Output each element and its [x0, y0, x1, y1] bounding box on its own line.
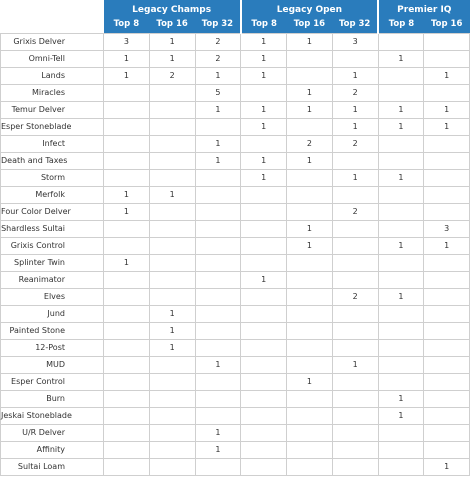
table-row — [1, 220, 470, 237]
count-cell — [149, 424, 195, 441]
count-cell — [287, 339, 333, 356]
count-cell — [241, 84, 287, 101]
count-cell — [149, 118, 195, 135]
count-cell: 3 — [104, 33, 150, 50]
table-row — [1, 101, 470, 118]
count-cell: 1 — [424, 101, 470, 118]
count-cell: 1 — [287, 84, 333, 101]
count-cell — [424, 322, 470, 339]
count-cell — [104, 407, 150, 424]
count-cell — [149, 220, 195, 237]
count-cell: 1 — [424, 67, 470, 84]
count-cell: 1 — [104, 50, 150, 67]
table-row — [1, 169, 470, 186]
count-cell: 1 — [332, 101, 378, 118]
count-cell — [104, 220, 150, 237]
count-cell — [287, 118, 333, 135]
count-cell — [378, 152, 424, 169]
count-cell — [149, 135, 195, 152]
table-row — [1, 203, 470, 220]
count-cell — [424, 441, 470, 458]
count-cell — [287, 67, 333, 84]
count-cell: 1 — [149, 339, 195, 356]
subheader-top8: Top 8 — [104, 15, 150, 33]
count-cell: 1 — [332, 118, 378, 135]
count-cell: 1 — [195, 152, 241, 169]
count-cell — [424, 390, 470, 407]
count-cell — [424, 203, 470, 220]
table-row — [1, 271, 470, 288]
count-cell: 1 — [287, 33, 333, 50]
count-cell — [104, 441, 150, 458]
count-cell — [378, 441, 424, 458]
deck-name-cell: Jund — [1, 305, 104, 322]
count-cell — [104, 458, 150, 475]
count-cell: 2 — [332, 135, 378, 152]
table-row — [1, 67, 470, 84]
count-cell — [378, 271, 424, 288]
count-cell — [332, 271, 378, 288]
table-row — [1, 84, 470, 101]
count-cell — [195, 220, 241, 237]
count-cell: 1 — [195, 67, 241, 84]
count-cell — [378, 220, 424, 237]
count-cell — [332, 305, 378, 322]
count-cell — [104, 101, 150, 118]
table-row — [1, 424, 470, 441]
count-cell: 1 — [332, 169, 378, 186]
count-cell — [424, 50, 470, 67]
count-cell — [378, 203, 424, 220]
count-cell: 1 — [287, 101, 333, 118]
table-row — [1, 407, 470, 424]
count-cell: 1 — [104, 254, 150, 271]
count-cell — [287, 407, 333, 424]
table-row — [1, 390, 470, 407]
deck-name-cell: Miracles — [1, 84, 104, 101]
count-cell — [424, 356, 470, 373]
subheader-top32: Top 32 — [332, 15, 378, 33]
count-cell — [195, 254, 241, 271]
count-cell — [287, 458, 333, 475]
count-cell: 2 — [149, 67, 195, 84]
count-cell — [104, 424, 150, 441]
count-cell — [149, 271, 195, 288]
count-cell: 5 — [195, 84, 241, 101]
deck-name-cell: MUD — [1, 356, 104, 373]
count-cell: 1 — [332, 356, 378, 373]
count-cell — [149, 101, 195, 118]
subheader-top32: Top 32 — [195, 15, 241, 33]
count-cell — [195, 322, 241, 339]
count-cell: 1 — [241, 67, 287, 84]
count-cell: 1 — [287, 220, 333, 237]
count-cell — [195, 203, 241, 220]
count-cell — [424, 33, 470, 50]
count-cell: 1 — [241, 118, 287, 135]
count-cell — [332, 373, 378, 390]
count-cell — [332, 220, 378, 237]
count-cell — [287, 203, 333, 220]
count-cell — [149, 152, 195, 169]
deck-name-cell: U/R Delver — [1, 424, 104, 441]
count-cell — [332, 424, 378, 441]
count-cell: 1 — [424, 458, 470, 475]
count-cell — [332, 407, 378, 424]
count-cell — [241, 203, 287, 220]
count-cell — [149, 288, 195, 305]
count-cell — [287, 305, 333, 322]
count-cell: 1 — [195, 101, 241, 118]
count-cell — [149, 441, 195, 458]
table-row — [1, 305, 470, 322]
count-cell — [241, 135, 287, 152]
count-cell — [149, 254, 195, 271]
table-row — [1, 254, 470, 271]
count-cell — [104, 84, 150, 101]
count-cell — [424, 271, 470, 288]
count-cell: 1 — [104, 186, 150, 203]
count-cell — [241, 220, 287, 237]
count-cell — [241, 288, 287, 305]
deck-name-cell: Omni-Tell — [1, 50, 104, 67]
count-cell — [195, 271, 241, 288]
deck-name-cell: Grixis Control — [1, 237, 104, 254]
count-cell: 2 — [195, 33, 241, 50]
table-row — [1, 118, 470, 135]
table-row — [1, 152, 470, 169]
count-cell: 2 — [332, 288, 378, 305]
count-cell: 2 — [195, 50, 241, 67]
count-cell: 1 — [195, 441, 241, 458]
count-cell — [104, 271, 150, 288]
count-cell — [104, 118, 150, 135]
deck-name-cell: Splinter Twin — [1, 254, 104, 271]
count-cell — [424, 339, 470, 356]
count-cell: 1 — [378, 407, 424, 424]
count-cell — [104, 339, 150, 356]
count-cell — [287, 441, 333, 458]
count-cell — [149, 390, 195, 407]
count-cell — [332, 254, 378, 271]
subheader-top16: Top 16 — [149, 15, 195, 33]
subheader-row — [1, 15, 470, 33]
corner-cell — [1, 15, 104, 33]
count-cell: 3 — [332, 33, 378, 50]
count-cell — [378, 135, 424, 152]
deck-name-cell: Affinity — [1, 441, 104, 458]
table-row — [1, 186, 470, 203]
count-cell: 1 — [241, 101, 287, 118]
count-cell — [104, 152, 150, 169]
count-cell — [195, 373, 241, 390]
count-cell — [378, 356, 424, 373]
deck-name-cell: Elves — [1, 288, 104, 305]
count-cell — [424, 288, 470, 305]
deck-name-cell: 12-Post — [1, 339, 104, 356]
count-cell — [332, 390, 378, 407]
count-cell — [195, 288, 241, 305]
table-row — [1, 135, 470, 152]
count-cell — [104, 322, 150, 339]
deck-name-cell: Sultai Loam — [1, 458, 104, 475]
count-cell — [195, 458, 241, 475]
count-cell: 1 — [241, 169, 287, 186]
table-row — [1, 322, 470, 339]
group-header-premier-iq: Premier IQ — [378, 0, 470, 15]
count-cell — [104, 237, 150, 254]
count-cell — [332, 441, 378, 458]
count-cell: 1 — [378, 237, 424, 254]
count-cell — [241, 441, 287, 458]
subheader-top16: Top 16 — [287, 15, 333, 33]
count-cell: 1 — [149, 33, 195, 50]
table-row — [1, 441, 470, 458]
count-cell — [424, 84, 470, 101]
count-cell — [195, 305, 241, 322]
count-cell — [378, 458, 424, 475]
count-cell — [241, 339, 287, 356]
count-cell — [149, 237, 195, 254]
count-cell: 1 — [287, 152, 333, 169]
count-cell: 2 — [287, 135, 333, 152]
count-cell — [149, 458, 195, 475]
count-cell — [104, 390, 150, 407]
group-header-legacy-champs: Legacy Champs — [104, 0, 241, 15]
count-cell: 1 — [195, 135, 241, 152]
count-cell — [149, 407, 195, 424]
count-cell: 1 — [149, 50, 195, 67]
count-cell: 1 — [195, 356, 241, 373]
count-cell — [378, 339, 424, 356]
count-cell: 1 — [424, 118, 470, 135]
count-cell — [287, 254, 333, 271]
count-cell — [287, 288, 333, 305]
count-cell — [332, 152, 378, 169]
count-cell: 1 — [104, 203, 150, 220]
count-cell — [195, 237, 241, 254]
count-cell: 3 — [424, 220, 470, 237]
group-header-row — [1, 0, 470, 15]
subheader-top8: Top 8 — [241, 15, 287, 33]
group-header-legacy-open: Legacy Open — [241, 0, 378, 15]
count-cell — [424, 135, 470, 152]
count-cell: 1 — [287, 237, 333, 254]
count-cell — [287, 424, 333, 441]
count-cell — [287, 271, 333, 288]
count-cell — [378, 33, 424, 50]
count-cell — [424, 373, 470, 390]
count-cell — [104, 169, 150, 186]
count-cell — [149, 203, 195, 220]
count-cell — [149, 373, 195, 390]
deck-name-cell: Infect — [1, 135, 104, 152]
count-cell — [241, 322, 287, 339]
count-cell — [287, 356, 333, 373]
count-cell — [195, 118, 241, 135]
count-cell: 1 — [149, 186, 195, 203]
deck-name-cell: Painted Stone — [1, 322, 104, 339]
deck-name-cell: Shardless Sultai — [1, 220, 104, 237]
table-row — [1, 50, 470, 67]
count-cell — [241, 254, 287, 271]
count-cell — [195, 339, 241, 356]
count-cell — [241, 373, 287, 390]
count-cell — [332, 50, 378, 67]
table-row — [1, 373, 470, 390]
count-cell — [378, 67, 424, 84]
count-cell — [332, 322, 378, 339]
corner-cell — [1, 0, 104, 15]
deck-name-cell: Esper Control — [1, 373, 104, 390]
count-cell — [424, 169, 470, 186]
deck-name-cell: Four Color Delver — [1, 203, 104, 220]
count-cell: 1 — [195, 424, 241, 441]
table-row — [1, 458, 470, 475]
count-cell: 1 — [149, 305, 195, 322]
count-cell — [104, 135, 150, 152]
subheader-top16: Top 16 — [424, 15, 470, 33]
count-cell: 1 — [104, 67, 150, 84]
count-cell — [378, 305, 424, 322]
deck-name-cell: Esper Stoneblade — [1, 118, 104, 135]
deck-name-cell: Jeskai Stoneblade — [1, 407, 104, 424]
count-cell — [332, 458, 378, 475]
table-row — [1, 33, 470, 50]
count-cell: 1 — [424, 237, 470, 254]
count-cell: 1 — [378, 50, 424, 67]
count-cell — [378, 84, 424, 101]
count-cell: 1 — [241, 152, 287, 169]
deck-name-cell: Reanimator — [1, 271, 104, 288]
count-cell: 1 — [378, 288, 424, 305]
count-cell — [195, 169, 241, 186]
count-cell — [424, 424, 470, 441]
count-cell — [241, 424, 287, 441]
count-cell: 1 — [287, 373, 333, 390]
count-cell — [287, 50, 333, 67]
deck-name-cell: Burn — [1, 390, 104, 407]
count-cell: 1 — [378, 169, 424, 186]
deck-name-cell: Lands — [1, 67, 104, 84]
count-cell: 1 — [241, 33, 287, 50]
count-cell — [378, 322, 424, 339]
count-cell — [332, 186, 378, 203]
count-cell: 1 — [378, 390, 424, 407]
count-cell — [149, 356, 195, 373]
count-cell — [378, 424, 424, 441]
count-cell — [241, 305, 287, 322]
count-cell: 1 — [332, 67, 378, 84]
count-cell — [149, 169, 195, 186]
deck-name-cell: Storm — [1, 169, 104, 186]
count-cell — [195, 186, 241, 203]
count-cell — [241, 458, 287, 475]
table-row — [1, 339, 470, 356]
count-cell — [241, 237, 287, 254]
deck-name-cell: Grixis Delver — [1, 33, 104, 50]
count-cell: 1 — [241, 271, 287, 288]
count-cell — [241, 407, 287, 424]
count-cell — [287, 322, 333, 339]
count-cell: 1 — [241, 50, 287, 67]
count-cell — [241, 390, 287, 407]
deck-name-cell: Death and Taxes — [1, 152, 104, 169]
count-cell — [241, 356, 287, 373]
count-cell — [378, 186, 424, 203]
count-cell — [241, 186, 287, 203]
deck-name-cell: Merfolk — [1, 186, 104, 203]
count-cell — [195, 407, 241, 424]
count-cell — [104, 288, 150, 305]
count-cell — [104, 356, 150, 373]
subheader-top8: Top 8 — [378, 15, 424, 33]
count-cell — [287, 186, 333, 203]
count-cell — [332, 339, 378, 356]
count-cell — [424, 305, 470, 322]
count-cell — [424, 152, 470, 169]
count-cell — [287, 390, 333, 407]
count-cell — [104, 305, 150, 322]
count-cell — [195, 390, 241, 407]
table-row — [1, 237, 470, 254]
count-cell: 1 — [149, 322, 195, 339]
count-cell — [424, 407, 470, 424]
count-cell — [104, 373, 150, 390]
table-row — [1, 356, 470, 373]
count-cell: 1 — [378, 118, 424, 135]
count-cell — [378, 254, 424, 271]
deck-name-cell: Temur Delver — [1, 101, 104, 118]
count-cell: 1 — [378, 101, 424, 118]
count-cell — [424, 186, 470, 203]
count-cell — [287, 169, 333, 186]
count-cell: 2 — [332, 203, 378, 220]
count-cell: 2 — [332, 84, 378, 101]
table-row — [1, 288, 470, 305]
count-cell — [332, 237, 378, 254]
count-cell — [424, 254, 470, 271]
count-cell — [378, 373, 424, 390]
count-cell — [149, 84, 195, 101]
table-body — [1, 33, 470, 475]
